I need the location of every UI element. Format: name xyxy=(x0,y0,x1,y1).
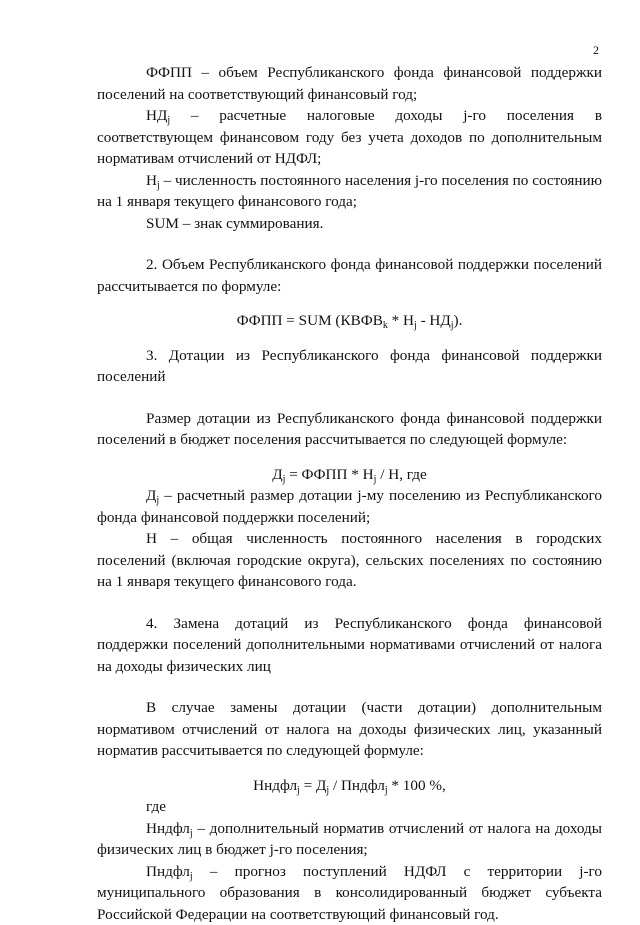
definition-nj: $Н_j$ – численность постоянного населения j-го поселения по состоянию на 1 января текущего финансового года; xyxy=(97,170,602,213)
definition-sum: SUM – знак суммирования. xyxy=(97,213,602,235)
section-3-heading: 3. Дотации из Республиканского фонда финансовой поддержки поселений xyxy=(97,345,602,388)
document-body xyxy=(97,62,602,925)
definition-ndj: $НД_j$ – расчетные налоговые доходы j-го поселения в соответствующем финансовом году без учета доходов по дополнительным нормативам отчислений от НДФЛ; xyxy=(97,105,602,170)
definition-pndfl: Пндфл$_j$ – прогноз поступлений НДФЛ с территории j-го муниципального образования в консолидированный бюджет субъекта Российской Федерации на соответствующий финансовый год. xyxy=(97,861,602,925)
definition-ffpp: ФФПП – объем Республиканского фонда финансовой поддержки поселений на соответствующий финансовый год; xyxy=(97,62,602,105)
section-4-intro: В случае замены дотации (части дотации) дополнительным нормативом отчислений от налога на доходы физических лиц, указанный норматив рассчитывается по следующей формуле: xyxy=(97,697,602,762)
section-3-intro: Размер дотации из Республиканского фонда финансовой поддержки поселений в бюджет поселения рассчитывается по следующей формуле: xyxy=(97,408,602,451)
definition-dj: $Д_j$ – расчетный размер дотации j-му поселению из Республиканского фонда финансовой поддержки поселений; xyxy=(97,485,602,528)
where-label: где xyxy=(97,796,602,818)
formula-dj: $Д_j$ = ФФПП * $Н_j$ / Н, где xyxy=(97,464,602,486)
definitions-block xyxy=(97,62,602,234)
formula-nndfl: Нндфл$_j$ = $Д_j$ / Пндфл$_j$ * 100 %, xyxy=(97,775,602,797)
formula-ffpp: ФФПП = SUM $(КВФВ_k * Н_j - НД_j)$. xyxy=(97,310,602,332)
definition-n: Н – общая численность постоянного населения в городских поселений (включая городские округа), сельских поселениях по состоянию на 1 января текущего финансового года. xyxy=(97,528,602,593)
definition-nndfl: Нндфл$_j$ – дополнительный норматив отчислений от налога на доходы физических лиц в бюджет j-го поселения; xyxy=(97,818,602,861)
section-4-heading: 4. Замена дотаций из Республиканского фонда финансовой поддержки поселений дополнительными нормативами отчислений от налога на доходы физических лиц xyxy=(97,613,602,678)
section-2-heading: 2. Объем Республиканского фонда финансовой поддержки поселений рассчитывается по формуле: xyxy=(97,254,602,297)
page-number: 2 xyxy=(593,40,599,62)
